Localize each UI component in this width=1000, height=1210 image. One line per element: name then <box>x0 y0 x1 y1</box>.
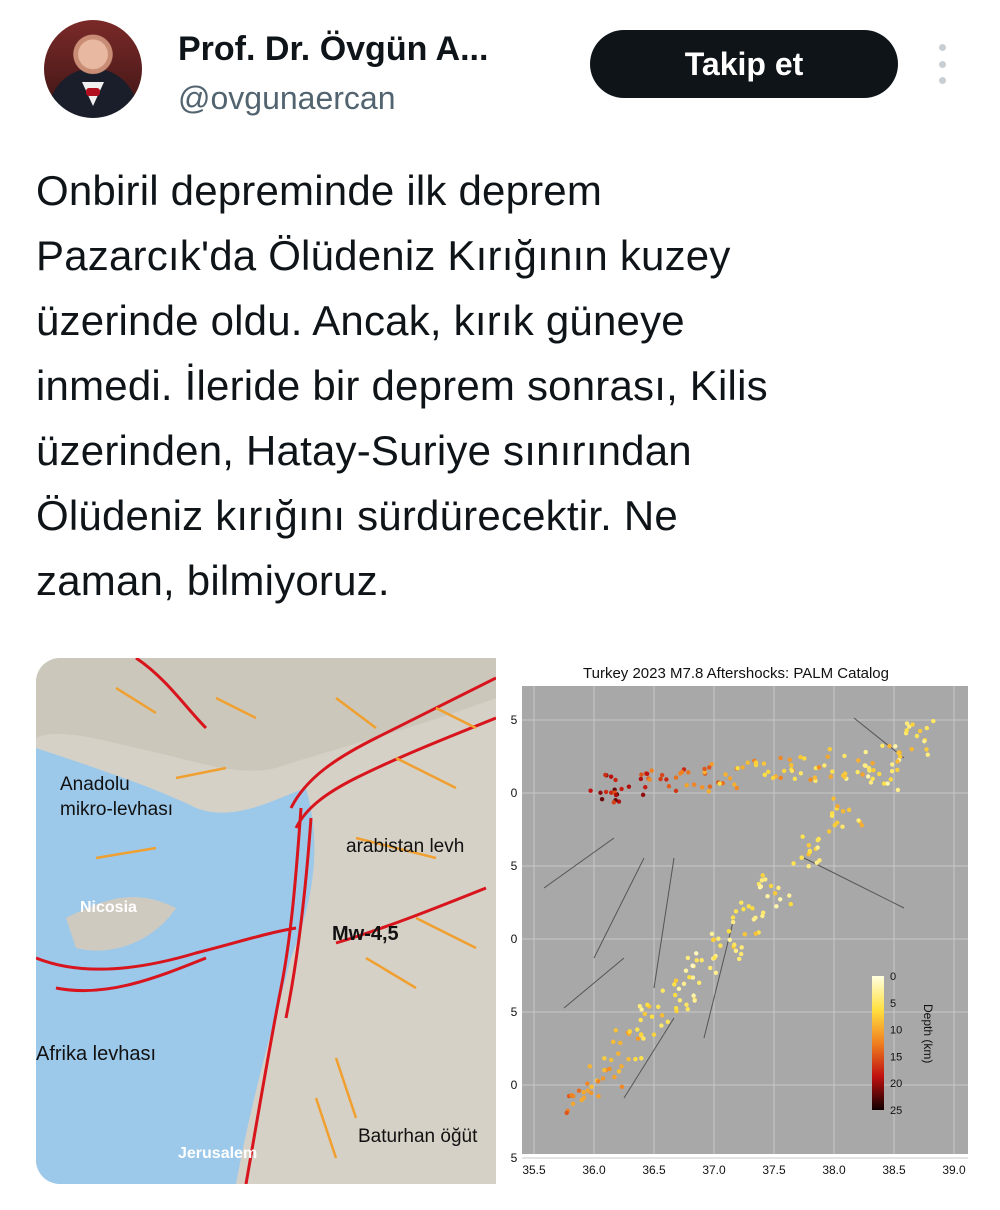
aftershock-point <box>860 772 864 776</box>
aftershock-point <box>686 956 690 960</box>
aftershock-point <box>626 1057 630 1061</box>
aftershock-point <box>588 1064 592 1068</box>
aftershock-point <box>633 1057 637 1061</box>
aftershock-point <box>788 758 792 762</box>
aftershock-point <box>926 753 930 757</box>
aftershock-point <box>893 744 897 748</box>
aftershock-point <box>761 911 765 915</box>
tweet-text <box>36 158 966 613</box>
aftershock-point <box>754 760 758 764</box>
aftershock-point <box>885 781 889 785</box>
aftershock-point <box>737 957 741 961</box>
aftershock-point <box>904 728 908 732</box>
aftershock-point <box>577 1088 581 1092</box>
aftershock-point <box>602 1056 606 1060</box>
aftershock-point <box>766 770 770 774</box>
aftershock-point <box>831 796 835 800</box>
aftershock-point <box>603 773 607 777</box>
aftershock-point <box>609 775 613 779</box>
aftershock-point <box>667 784 671 788</box>
aftershock-point <box>650 1014 654 1018</box>
aftershock-point <box>613 778 617 782</box>
author-handle[interactable]: @ovgunaercan <box>178 80 396 116</box>
aftershock-point <box>692 998 696 1002</box>
aftershock-point <box>732 942 736 946</box>
aftershock-point <box>855 770 859 774</box>
x-tick-label: 39.0 <box>942 1163 966 1177</box>
aftershock-point <box>762 761 766 765</box>
aftershock-point <box>774 904 778 908</box>
label-africa: Afrika levhası <box>36 1043 157 1065</box>
aftershock-point <box>739 901 743 905</box>
aftershock-point <box>678 998 682 1002</box>
aftershock-point <box>643 1012 647 1016</box>
aftershock-point <box>790 769 794 773</box>
aftershock-point <box>604 790 608 794</box>
aftershock-point <box>734 909 738 913</box>
y-tick-label: 0 <box>510 932 518 946</box>
aftershock-point <box>776 886 780 890</box>
aftershock-point <box>686 770 690 774</box>
aftershock-point <box>734 949 738 953</box>
aftershock-point <box>658 777 662 781</box>
aftershock-point <box>829 774 833 778</box>
aftershock-point <box>596 1094 600 1098</box>
aftershock-point <box>830 769 834 773</box>
aftershock-point <box>685 783 689 787</box>
aftershock-point <box>673 993 677 997</box>
aftershock-point <box>915 734 919 738</box>
aftershock-point <box>806 864 810 868</box>
aftershock-point <box>867 768 871 772</box>
aftershock-point <box>763 773 767 777</box>
aftershock-point <box>700 785 704 789</box>
aftershock-point <box>835 804 839 808</box>
aftershock-point <box>842 754 846 758</box>
aftershock-point <box>647 777 651 781</box>
aftershock-point <box>612 1075 616 1079</box>
aftershock-point <box>674 789 678 793</box>
aftershock-point <box>643 785 647 789</box>
aftershock-point <box>895 759 899 763</box>
aftershock-point <box>690 963 694 967</box>
aftershock-point <box>815 845 819 849</box>
aftershock-point <box>712 956 716 960</box>
aftershock-point <box>712 937 716 941</box>
aftershock-point <box>639 1056 643 1060</box>
aftershock-point <box>641 793 645 797</box>
aftershock-point <box>918 729 922 733</box>
aftershock-point <box>616 1051 620 1055</box>
aftershock-point <box>656 1005 660 1009</box>
aftershock-point <box>743 932 747 936</box>
label-nicosia: Nicosia <box>80 899 137 916</box>
aftershock-point <box>798 755 802 759</box>
aftershock-point <box>569 1093 573 1097</box>
y-tick-label: 5 <box>510 1151 518 1165</box>
tweet-line: Pazarcık'da Ölüdeniz Kırığının kuzey <box>36 232 731 279</box>
aftershock-point <box>596 1079 600 1083</box>
aftershock-point <box>732 782 736 786</box>
aftershock-point <box>617 1069 621 1073</box>
aftershock-point <box>598 791 602 795</box>
aftershock-point <box>740 765 744 769</box>
aftershock-point <box>864 750 868 754</box>
aftershock-point <box>896 751 900 755</box>
aftershock-point <box>639 772 643 776</box>
aftershock-point <box>840 825 844 829</box>
aftershock-point <box>791 861 795 865</box>
aftershock-point <box>782 769 786 773</box>
aftershock-point <box>746 760 750 764</box>
aftershock-point <box>677 987 681 991</box>
aftershock-point <box>638 1004 642 1008</box>
aftershock-point <box>905 721 909 725</box>
aftershock-point <box>627 784 631 788</box>
x-tick-label: 36.5 <box>642 1163 666 1177</box>
fault-map-image[interactable] <box>36 658 496 1184</box>
aftershock-point <box>686 1007 690 1011</box>
aftershock-point <box>620 1085 624 1089</box>
aftershock-point <box>866 774 870 778</box>
colorbar <box>872 976 884 1110</box>
aftershock-point <box>739 945 743 949</box>
avatar-bowtie <box>86 88 100 96</box>
aftershock-point <box>697 981 701 985</box>
y-tick-label: 5 <box>510 1005 518 1019</box>
aftershock-point <box>909 747 913 751</box>
aftershock-point <box>778 897 782 901</box>
aftershock-point <box>922 739 926 743</box>
aftershock-point <box>895 768 899 772</box>
aftershock-point <box>612 800 616 804</box>
aftershock-point <box>723 772 727 776</box>
aftershock-point <box>684 968 688 972</box>
y-tick-label: 0 <box>510 1078 518 1092</box>
aftershock-point <box>778 756 782 760</box>
more-options-icon[interactable] <box>930 44 954 84</box>
aftershock-point <box>702 767 706 771</box>
aftershock-point <box>674 1006 678 1010</box>
aftershock-point <box>800 835 804 839</box>
aftershock-point <box>847 808 851 812</box>
aftershock-point <box>753 916 757 920</box>
aftershock-point <box>687 975 691 979</box>
aftershock-point <box>869 780 873 784</box>
aftershock-point <box>870 761 874 765</box>
aftershock-point <box>863 763 867 767</box>
aftershock-point <box>571 1102 575 1106</box>
aftershock-point <box>815 861 819 865</box>
aftershock-point <box>822 763 826 767</box>
aftershock-point <box>639 1032 643 1036</box>
aftershock-point <box>565 1111 569 1115</box>
colorbar-tick-label: 0 <box>890 971 897 983</box>
aftershock-point <box>691 993 695 997</box>
aftershock-point <box>692 782 696 786</box>
aftershock-point <box>890 762 894 766</box>
colorbar-tick-label: 20 <box>890 1078 903 1091</box>
aftershock-point <box>731 920 735 924</box>
aftershock-point <box>877 772 881 776</box>
aftershock-point <box>710 932 714 936</box>
y-tick-label: 5 <box>510 713 518 727</box>
aftershock-point <box>660 1013 664 1017</box>
aftershock-point <box>707 789 711 793</box>
aftershock-point <box>682 982 686 986</box>
aftershock-point <box>694 951 698 955</box>
aftershock-point <box>760 873 764 877</box>
aftershock-point <box>611 1040 615 1044</box>
aftershock-point <box>765 894 769 898</box>
tweet-line: Ölüdeniz kırığını sürdürecektir. Ne <box>36 492 678 539</box>
aftershock-point <box>739 952 743 956</box>
aftershock-point <box>799 855 803 859</box>
aftershock-point <box>813 775 817 779</box>
label-anatolia-1: Anadolu <box>60 774 130 795</box>
aftershock-point <box>771 776 775 780</box>
aftershock-point <box>695 958 699 962</box>
aftershock-point <box>609 1058 613 1062</box>
x-tick-label: 38.0 <box>822 1163 846 1177</box>
aftershock-point <box>700 958 704 962</box>
aftershock-point <box>825 755 829 759</box>
aftershock-point <box>672 982 676 986</box>
aftershock-point <box>731 915 735 919</box>
aftershock-point <box>614 1028 618 1032</box>
aftershock-point <box>627 1030 631 1034</box>
aftershock-point <box>728 776 732 780</box>
colorbar-tick-label: 5 <box>890 997 897 1010</box>
aftershock-point <box>789 902 793 906</box>
aftershock-point <box>645 1003 649 1007</box>
aftershock-point <box>789 763 793 767</box>
aftershock-point <box>779 776 783 780</box>
aftershock-point <box>582 1095 586 1099</box>
aftershock-point <box>842 775 846 779</box>
aftershock-point <box>619 787 623 791</box>
label-magnitude: Mw-4,5 <box>332 923 399 945</box>
x-tick-label: 38.5 <box>882 1163 906 1177</box>
colorbar-tick-label: 25 <box>890 1105 903 1117</box>
aftershock-point <box>871 768 875 772</box>
aftershock-point <box>793 777 797 781</box>
label-anatolia-2: mikro-levhası <box>60 799 173 820</box>
colorbar-tick-label: 15 <box>890 1051 903 1064</box>
x-tick-label: 37.0 <box>702 1163 726 1177</box>
aftershock-point <box>728 938 732 942</box>
tweet-media[interactable] <box>36 658 968 1184</box>
aftershock-point <box>636 1036 640 1040</box>
aftershock-point <box>835 821 839 825</box>
aftershock-point <box>589 1091 593 1095</box>
author-display-name[interactable]: Prof. Dr. Övgün A... <box>178 30 489 68</box>
author-avatar[interactable] <box>44 20 142 118</box>
colorbar-tick-label: 10 <box>890 1024 903 1037</box>
aftershock-point <box>750 906 754 910</box>
aftershock-point <box>717 781 721 785</box>
aftershock-point <box>714 971 718 975</box>
aftershock-point <box>718 943 722 947</box>
aftershock-point <box>841 809 845 813</box>
aftershock-point <box>619 1064 623 1068</box>
aftershock-point <box>602 1068 606 1072</box>
aftershock-point <box>931 719 935 723</box>
aftershock-chart[interactable] <box>504 658 968 1184</box>
tweet-line: Onbiril depreminde ilk deprem <box>36 167 603 214</box>
aftershock-point <box>680 770 684 774</box>
aftershock-point <box>588 788 592 792</box>
aftershock-point <box>639 1018 643 1022</box>
aftershock-point <box>856 758 860 762</box>
tweet-line: zaman, bilmiyoruz. <box>36 557 390 604</box>
aftershock-point <box>890 769 894 773</box>
x-tick-label: 36.0 <box>582 1163 606 1177</box>
aftershock-point <box>585 1081 589 1085</box>
aftershock-point <box>600 797 604 801</box>
aftershock-point <box>601 1076 605 1080</box>
tweet-line: üzerinden, Hatay-Suriye sınırından <box>36 427 692 474</box>
aftershock-point <box>708 784 712 788</box>
aftershock-point <box>880 744 884 748</box>
aftershock-point <box>664 777 668 781</box>
label-arabia: arabistan levh <box>346 836 465 857</box>
aftershock-point <box>787 893 791 897</box>
aftershock-point <box>925 726 929 730</box>
aftershock-point <box>618 1041 622 1045</box>
aftershock-point <box>807 843 811 847</box>
aftershock-point <box>716 937 720 941</box>
tweet-line: üzerinde oldu. Ancak, kırık güneye <box>36 297 685 344</box>
label-jerusalem: Jerusalem <box>178 1145 258 1162</box>
aftershock-point <box>645 772 649 776</box>
aftershock-point <box>760 878 764 882</box>
aftershock-point <box>817 765 821 769</box>
aftershock-point <box>754 931 758 935</box>
aftershock-point <box>769 884 773 888</box>
aftershock-point <box>659 1023 663 1027</box>
aftershock-point <box>817 837 821 841</box>
chart-title: Turkey 2023 M7.8 Aftershocks: PALM Catalog <box>583 665 889 682</box>
aftershock-point <box>735 766 739 770</box>
label-baturhan: Baturhan öğüt <box>358 1126 478 1147</box>
aftershock-point <box>661 988 665 992</box>
y-tick-label: 0 <box>510 786 518 800</box>
aftershock-point <box>887 744 891 748</box>
y-tick-label: 5 <box>510 859 518 873</box>
aftershock-point <box>856 818 860 822</box>
aftershock-point <box>741 907 745 911</box>
aftershock-point <box>639 777 643 781</box>
aftershock-point <box>635 1027 639 1031</box>
aftershock-point <box>652 1032 656 1036</box>
aftershock-point <box>666 1020 670 1024</box>
aftershock-point <box>590 1085 594 1089</box>
aftershock-point <box>830 814 834 818</box>
aftershock-point <box>660 773 664 777</box>
aftershock-point <box>759 884 763 888</box>
follow-button[interactable]: Takip et <box>590 30 898 98</box>
aftershock-point <box>828 747 832 751</box>
aftershock-point <box>684 1003 688 1007</box>
x-tick-label: 37.5 <box>762 1163 786 1177</box>
aftershock-point <box>581 1090 585 1094</box>
tweet-line: inmedi. İleride bir deprem sonrası, Kilis <box>36 362 768 409</box>
aftershock-point <box>827 829 831 833</box>
aftershock-point <box>708 966 712 970</box>
aftershock-point <box>727 929 731 933</box>
aftershock-point <box>896 788 900 792</box>
aftershock-point <box>735 786 739 790</box>
aftershock-point <box>707 765 711 769</box>
aftershock-point <box>799 771 803 775</box>
colorbar-label: Depth (km) <box>921 1004 935 1064</box>
aftershock-point <box>674 775 678 779</box>
aftershock-point <box>808 850 812 854</box>
aftershock-point <box>924 747 928 751</box>
aftershock-point <box>802 756 806 760</box>
aftershock-point <box>889 777 893 781</box>
aftershock-point <box>649 768 653 772</box>
aftershock-point <box>910 722 914 726</box>
aftershock-point <box>773 891 777 895</box>
x-tick-label: 35.5 <box>522 1163 546 1177</box>
aftershock-point <box>614 793 618 797</box>
aftershock-point <box>808 778 812 782</box>
